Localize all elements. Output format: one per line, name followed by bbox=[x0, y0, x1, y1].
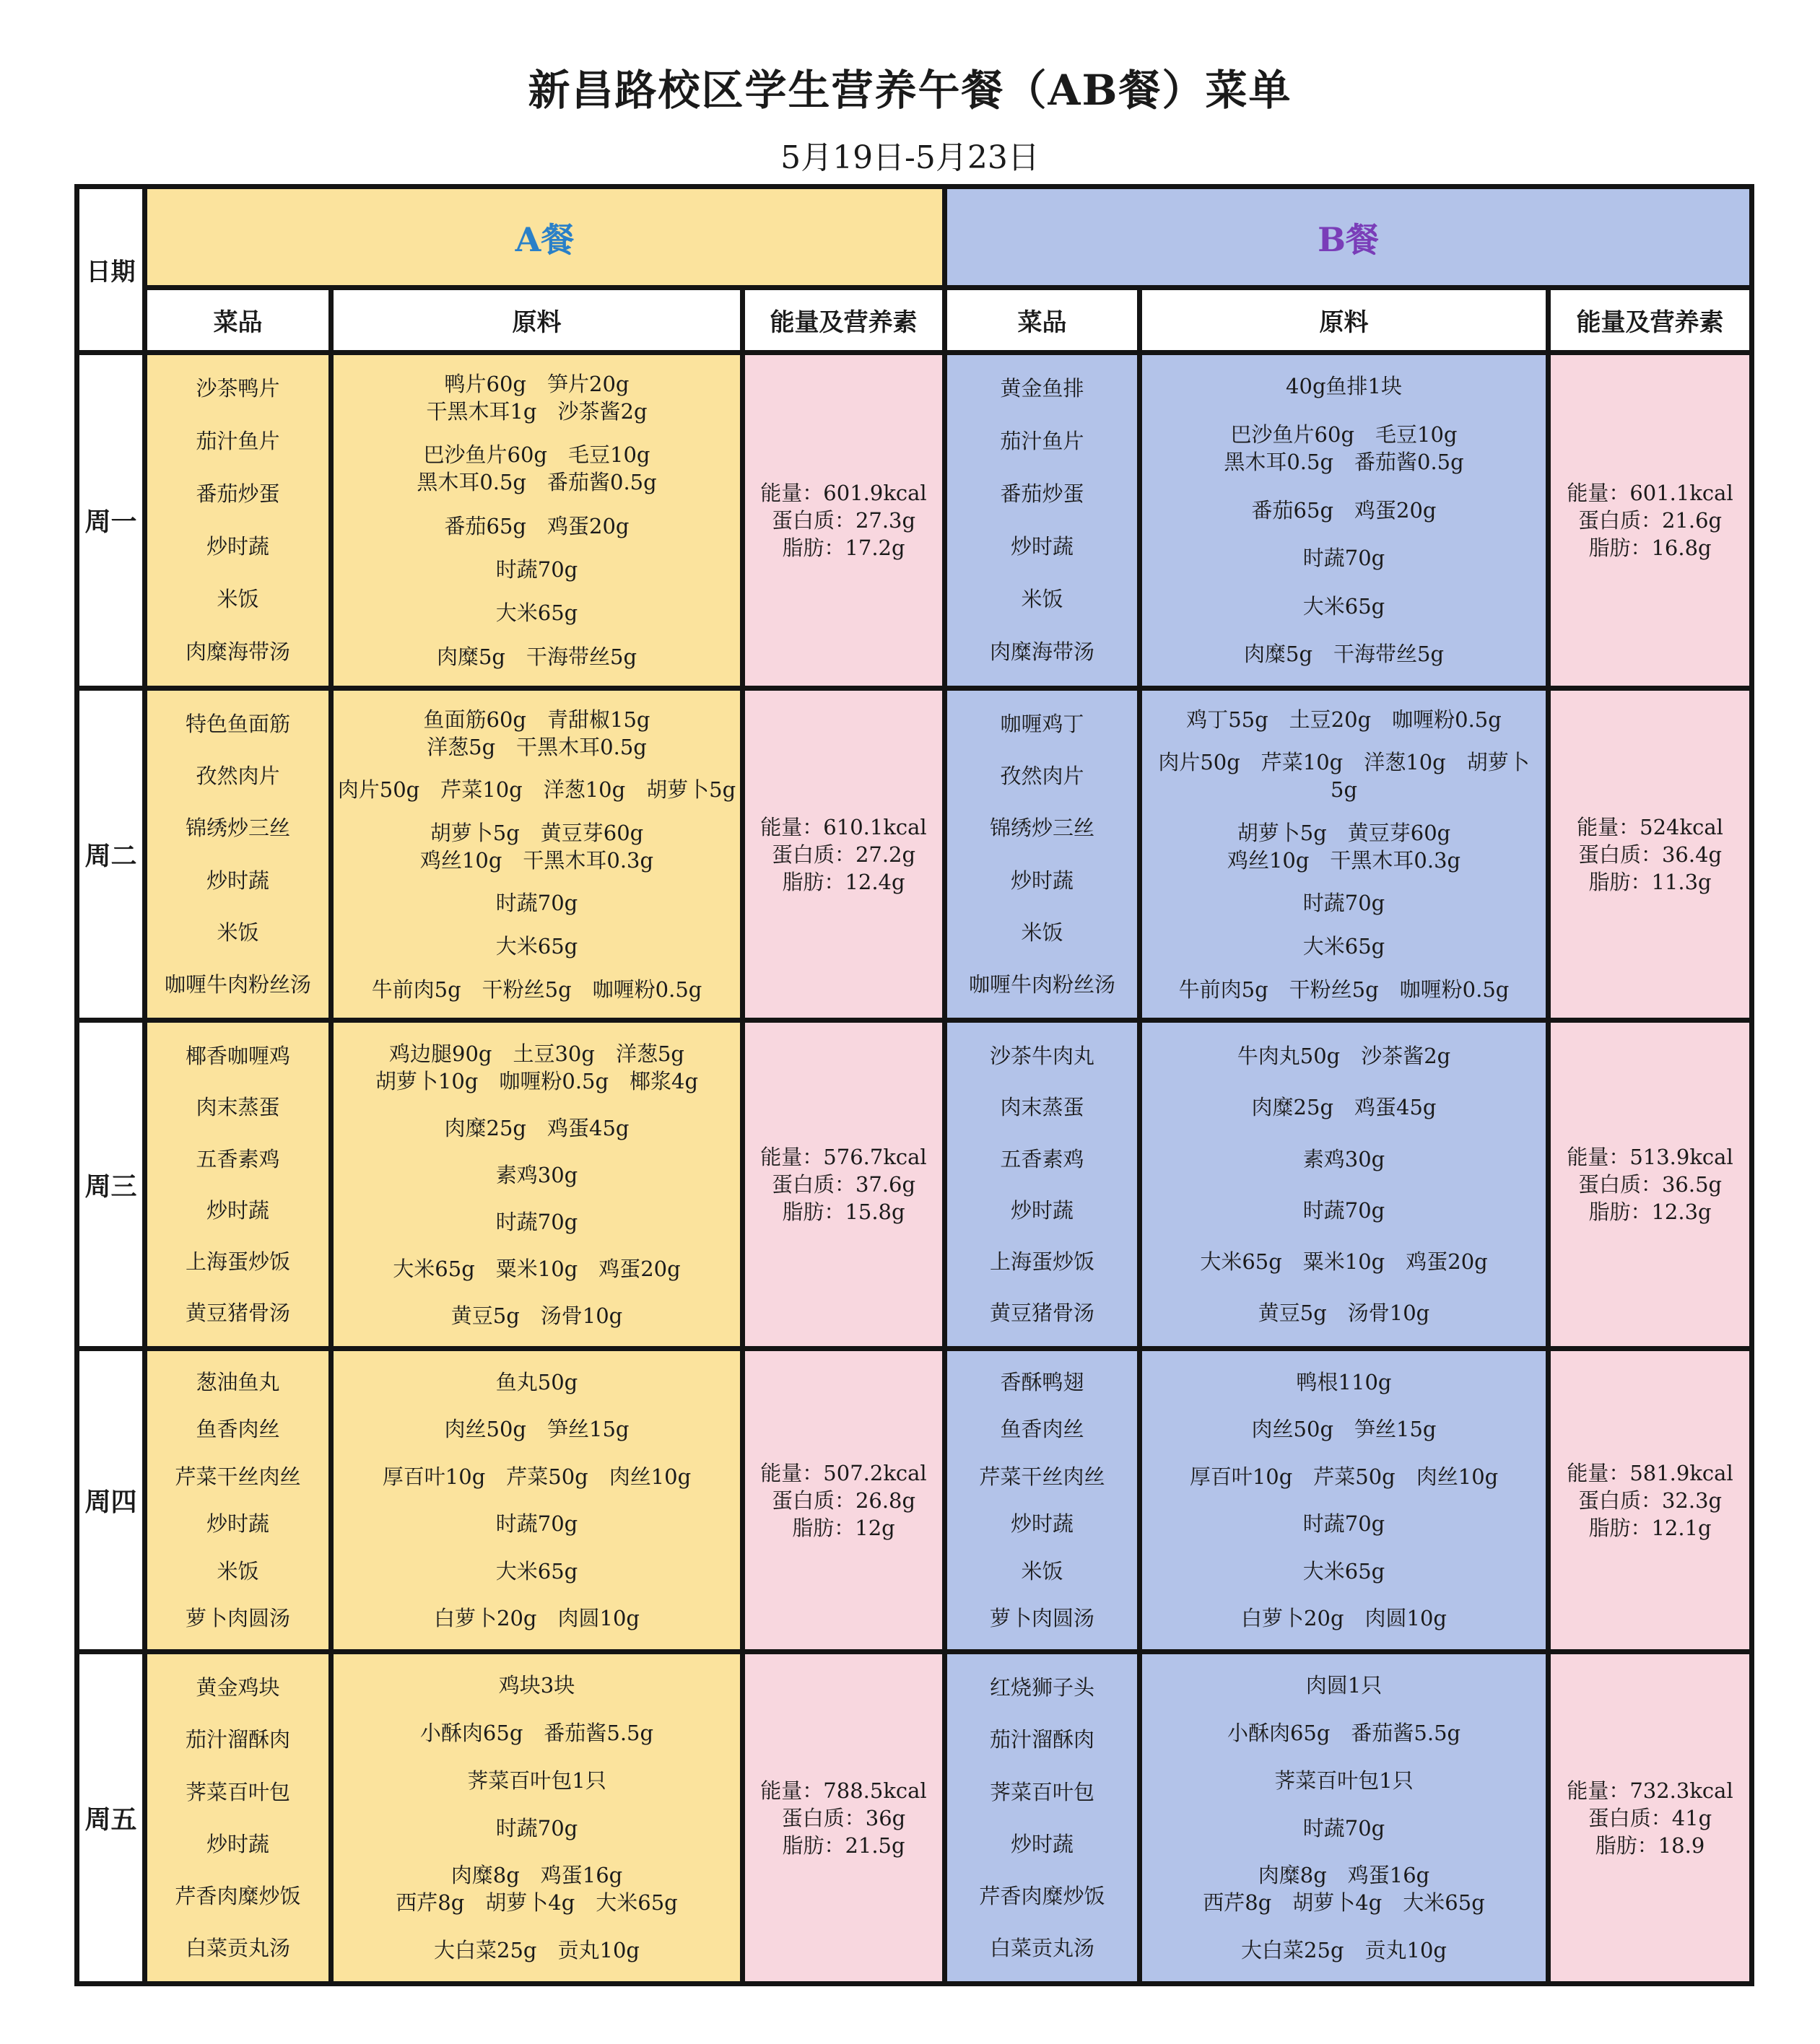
nutrition-value: 蛋白质：36.4g bbox=[1577, 842, 1723, 867]
nutrition-value: 能量：610.1kcal bbox=[760, 814, 927, 839]
ingredient-text: 牛前肉5g 干粉丝5g 咖喱粉0.5g bbox=[1178, 977, 1510, 1002]
nutrition-value: 脂肪：12.4g bbox=[782, 869, 905, 894]
table-row bbox=[77, 1652, 1752, 1984]
day-label: 周一 bbox=[77, 353, 145, 689]
ingredient-text: 荠菜百叶包1只 bbox=[467, 1768, 606, 1793]
meal-a-nutrition bbox=[743, 1021, 945, 1349]
dish-name: 黄金鸡块 bbox=[196, 1675, 280, 1700]
ingredient-text: 时蔬70g bbox=[1302, 546, 1385, 571]
ingredient-entry bbox=[336, 776, 737, 803]
meal-b-ingredients-list bbox=[1142, 691, 1546, 1018]
nutrition-value: 能量：732.3kcal bbox=[1567, 1778, 1733, 1803]
ingredient-text: 西芹8g 胡萝卜4g 大米65g bbox=[396, 1890, 678, 1916]
ingredient-entry bbox=[1145, 593, 1543, 620]
ingredient-text: 白萝卜20g 肉圆10g bbox=[1241, 1606, 1447, 1631]
dish-name: 特色鱼面筋 bbox=[185, 711, 290, 736]
ingredient-entry bbox=[1145, 1368, 1543, 1396]
dish-name: 肉糜海带汤 bbox=[185, 639, 290, 665]
ingredient-text: 巴沙鱼片60g 毛豆10g bbox=[423, 442, 650, 468]
dish-name: 黄金鱼排 bbox=[1000, 376, 1084, 401]
dish-name: 番茄炒蛋 bbox=[1000, 481, 1084, 507]
meal-a-nutrition bbox=[743, 1652, 945, 1984]
day-label: 周三 bbox=[77, 1021, 145, 1349]
nutrition-value: 脂肪：12.3g bbox=[1588, 1200, 1712, 1225]
nutrition-value: 能量：601.9kcal bbox=[760, 480, 927, 505]
ingredient-text: 黄豆5g 汤骨10g bbox=[450, 1303, 623, 1328]
nutrition-value: 脂肪：18.9 bbox=[1595, 1833, 1705, 1858]
ingredient-text: 时蔬70g bbox=[495, 1815, 578, 1840]
ingredient-entry bbox=[1145, 819, 1543, 874]
dish-name: 芹菜干丝肉丝 bbox=[175, 1464, 301, 1489]
ingredient-entry bbox=[336, 706, 737, 761]
meal-a-ingredients-list bbox=[334, 1351, 740, 1649]
ingredient-text: 大米65g bbox=[1302, 933, 1385, 958]
nutrition-value: 能量：581.9kcal bbox=[1567, 1460, 1733, 1485]
table-row bbox=[77, 688, 1752, 1021]
nutrition-value: 蛋白质：32.3g bbox=[1577, 1488, 1723, 1513]
dish-name: 孜然肉片 bbox=[196, 764, 280, 789]
ingredient-text: 干黑木耳1g 沙茶酱2g bbox=[426, 399, 648, 424]
dish-name: 番茄炒蛋 bbox=[196, 481, 280, 507]
lunch-menu-table bbox=[74, 184, 1754, 1986]
dish-name: 肉糜海带汤 bbox=[990, 639, 1095, 665]
ingredient-text: 胡萝卜5g 黄豆芽60g bbox=[430, 820, 644, 845]
ingredient-entry bbox=[1145, 1197, 1543, 1224]
dish-name: 茄汁溜酥肉 bbox=[185, 1727, 290, 1752]
meal-b-ingredients bbox=[1140, 688, 1549, 1021]
dish-name: 米饭 bbox=[1021, 1558, 1063, 1584]
ingredient-text: 厚百叶10g 芹菜50g 肉丝10g bbox=[382, 1464, 692, 1489]
ingredient-entry bbox=[1145, 1814, 1543, 1842]
dish-name: 鱼香肉丝 bbox=[196, 1417, 280, 1442]
dish-name: 炒时蔬 bbox=[206, 1831, 269, 1856]
meal-a-ingredients-list bbox=[334, 355, 740, 686]
ingredient-text: 肉糜5g 干海带丝5g bbox=[1244, 642, 1445, 667]
ingredient-text: 大米65g bbox=[495, 1558, 578, 1584]
dish-name: 肉末蒸蛋 bbox=[196, 1095, 280, 1120]
ingredient-entry bbox=[1145, 1719, 1543, 1747]
ingredient-entry bbox=[336, 1161, 737, 1189]
ingredient-text: 鱼面筋60g 青甜椒15g bbox=[423, 707, 650, 732]
ingredient-text: 肉糜25g 鸡蛋45g bbox=[444, 1115, 630, 1140]
ingredient-text: 荠菜百叶包1只 bbox=[1274, 1768, 1414, 1793]
ingredient-entry bbox=[336, 1510, 737, 1537]
ingredient-text: 肉片50g 芹菜10g 洋葱10g 胡萝卜5g bbox=[337, 777, 736, 803]
ingredient-entry bbox=[1145, 748, 1543, 803]
dish-name: 米饭 bbox=[1021, 920, 1063, 945]
dish-name: 白菜贡丸汤 bbox=[990, 1935, 1095, 1960]
ingredient-text: 大米65g bbox=[495, 600, 578, 626]
ingredient-text: 大白菜25g 贡丸10g bbox=[1241, 1938, 1447, 1963]
dish-name: 椰香咖喱鸡 bbox=[185, 1044, 290, 1069]
ingredient-text: 洋葱5g 干黑木耳0.5g bbox=[427, 734, 647, 759]
dish-name: 五香素鸡 bbox=[1000, 1146, 1084, 1171]
dish-name: 茄汁鱼片 bbox=[1000, 429, 1084, 454]
ingredients-header-a: 原料 bbox=[331, 288, 743, 353]
meal-a-ingredients-list bbox=[334, 691, 740, 1018]
dish-name: 芹菜干丝肉丝 bbox=[979, 1464, 1105, 1489]
ingredient-entry bbox=[336, 1255, 737, 1283]
ingredient-entry bbox=[1145, 706, 1543, 733]
ingredient-text: 肉糜8g 鸡蛋16g bbox=[1258, 1863, 1430, 1888]
meal-a-dishes bbox=[145, 1021, 331, 1349]
meal-a-dishes bbox=[145, 1652, 331, 1984]
meal-b-nutrition bbox=[1549, 1652, 1752, 1984]
ingredient-entry bbox=[1145, 640, 1543, 668]
dish-header-a: 菜品 bbox=[145, 288, 331, 353]
ingredient-text: 肉片50g 芹菜10g 洋葱10g 胡萝卜5g bbox=[1158, 750, 1530, 803]
ingredient-text: 鸡丝10g 干黑木耳0.3g bbox=[1227, 847, 1461, 873]
meal-b-dishes bbox=[945, 1652, 1140, 1984]
ingredient-entry bbox=[336, 889, 737, 917]
ingredient-entry bbox=[1145, 497, 1543, 524]
nutrition-header-b: 能量及营养素 bbox=[1549, 288, 1752, 353]
ingredient-text: 厚百叶10g 芹菜50g 肉丝10g bbox=[1189, 1464, 1499, 1489]
ingredient-entry bbox=[1145, 1248, 1543, 1275]
ingredient-entry bbox=[1145, 372, 1543, 400]
ingredient-text: 大米65g bbox=[495, 933, 578, 958]
ingredients-header-b: 原料 bbox=[1140, 288, 1549, 353]
meal-a-ingredients-list bbox=[334, 1023, 740, 1346]
ingredient-text: 大米65g 粟米10g 鸡蛋20g bbox=[1200, 1249, 1488, 1275]
meal-b-nutrition bbox=[1549, 1349, 1752, 1652]
ingredient-text: 时蔬70g bbox=[1302, 1815, 1385, 1840]
nutrition-value: 蛋白质：26.8g bbox=[771, 1488, 916, 1513]
ingredient-text: 肉丝50g 笋丝15g bbox=[1251, 1417, 1437, 1442]
ingredient-entry bbox=[1145, 1093, 1543, 1121]
ingredient-entry bbox=[1145, 1767, 1543, 1794]
meal-b-nutrition bbox=[1549, 1021, 1752, 1349]
ingredient-text: 番茄65g 鸡蛋20g bbox=[444, 513, 630, 538]
ingredient-text: 牛前肉5g 干粉丝5g 咖喱粉0.5g bbox=[371, 977, 702, 1002]
ingredient-entry bbox=[336, 441, 737, 496]
nutrition-value: 能量：513.9kcal bbox=[1567, 1145, 1733, 1170]
dish-name: 肉末蒸蛋 bbox=[1000, 1095, 1084, 1120]
dish-name: 咖喱牛肉粉丝汤 bbox=[164, 972, 311, 997]
ingredient-entry bbox=[1145, 1463, 1543, 1490]
meal-a-ingredients bbox=[331, 1021, 743, 1349]
meal-a-ingredients bbox=[331, 353, 743, 689]
ingredient-text: 肉圆1只 bbox=[1305, 1673, 1383, 1698]
dish-name: 芹香肉糜炒饭 bbox=[175, 1883, 301, 1908]
nutrition-value: 能量：601.1kcal bbox=[1567, 480, 1733, 505]
date-header: 日期 bbox=[77, 187, 145, 353]
ingredient-entry bbox=[336, 512, 737, 540]
meal-a-dishes bbox=[145, 688, 331, 1021]
ingredient-text: 番茄65g 鸡蛋20g bbox=[1251, 497, 1437, 523]
ingredient-text: 肉糜25g 鸡蛋45g bbox=[1251, 1095, 1437, 1120]
meal-b-ingredients bbox=[1140, 353, 1549, 689]
meal-a-dishes-list bbox=[147, 691, 328, 1018]
ingredient-text: 时蔬70g bbox=[495, 891, 578, 916]
ingredient-entry bbox=[1145, 889, 1543, 917]
dish-name: 白菜贡丸汤 bbox=[185, 1935, 290, 1960]
nutrition-value: 脂肪：16.8g bbox=[1588, 535, 1712, 560]
table-row bbox=[77, 1349, 1752, 1652]
ingredient-entry bbox=[1145, 421, 1543, 476]
nutrition-value: 脂肪：12g bbox=[792, 1515, 895, 1540]
dish-name: 芹香肉糜炒饭 bbox=[979, 1883, 1105, 1908]
ingredient-text: 鸡丁55g 土豆20g 咖喱粉0.5g bbox=[1186, 707, 1502, 732]
dish-name: 炒时蔬 bbox=[1011, 1511, 1074, 1537]
meal-a-dishes bbox=[145, 1349, 331, 1652]
ingredient-text: 西芹8g 胡萝卜4g 大米65g bbox=[1203, 1890, 1485, 1916]
meal-b-dishes bbox=[945, 1349, 1140, 1652]
meal-a-ingredients bbox=[331, 688, 743, 1021]
meal-a-ingredients bbox=[331, 1652, 743, 1984]
ingredient-text: 白萝卜20g 肉圆10g bbox=[434, 1606, 640, 1631]
meal-a-dishes-list bbox=[147, 355, 328, 686]
dish-name: 葱油鱼丸 bbox=[196, 1369, 280, 1394]
ingredient-entry bbox=[336, 1604, 737, 1632]
dish-name: 香酥鸭翅 bbox=[1000, 1369, 1084, 1394]
meal-b-ingredients-list bbox=[1142, 1351, 1546, 1649]
dish-name: 米饭 bbox=[1021, 587, 1063, 612]
ingredient-text: 时蔬70g bbox=[495, 1209, 578, 1234]
ingredient-entry bbox=[336, 1861, 737, 1916]
meal-b-ingredients bbox=[1140, 1349, 1549, 1652]
dish-name: 炒时蔬 bbox=[206, 1197, 269, 1223]
meal-b-dishes bbox=[945, 1021, 1140, 1349]
meal-b-header: B餐 bbox=[945, 187, 1752, 288]
meal-b-dishes bbox=[945, 688, 1140, 1021]
ingredient-entry bbox=[1145, 933, 1543, 960]
ingredient-text: 肉糜8g 鸡蛋16g bbox=[450, 1863, 623, 1888]
nutrition-value: 蛋白质：27.3g bbox=[771, 507, 916, 533]
meal-b-dishes bbox=[945, 353, 1140, 689]
meal-b-ingredients-list bbox=[1142, 1654, 1546, 1981]
meal-a-dishes bbox=[145, 353, 331, 689]
day-label: 周五 bbox=[77, 1652, 145, 1984]
ingredient-entry bbox=[336, 1672, 737, 1699]
dish-name: 锦绣炒三丝 bbox=[185, 816, 290, 841]
ingredient-entry bbox=[1145, 1299, 1543, 1327]
meal-b-ingredients-list bbox=[1142, 355, 1546, 686]
dish-name: 锦绣炒三丝 bbox=[990, 816, 1095, 841]
dish-name: 萝卜肉圆汤 bbox=[185, 1606, 290, 1631]
dish-name: 米饭 bbox=[217, 587, 259, 612]
nutrition-value: 蛋白质：36.5g bbox=[1577, 1172, 1723, 1197]
dish-name: 黄豆猪骨汤 bbox=[185, 1301, 290, 1326]
ingredient-entry bbox=[1145, 976, 1543, 1003]
nutrition-value: 蛋白质：37.6g bbox=[771, 1172, 916, 1197]
dish-name: 咖喱牛肉粉丝汤 bbox=[969, 972, 1116, 997]
ingredient-entry bbox=[1145, 1936, 1543, 1964]
dish-name: 孜然肉片 bbox=[1000, 764, 1084, 789]
ingredient-entry bbox=[336, 933, 737, 960]
nutrition-value: 蛋白质：36g bbox=[781, 1805, 906, 1830]
meal-a-ingredients-list bbox=[334, 1654, 740, 1981]
ingredient-entry bbox=[336, 643, 737, 671]
meal-a-dishes-list bbox=[147, 1023, 328, 1346]
ingredient-entry bbox=[336, 1463, 737, 1490]
dish-name: 炒时蔬 bbox=[206, 868, 269, 893]
ingredient-entry bbox=[336, 1208, 737, 1236]
nutrition-header-a: 能量及营养素 bbox=[743, 288, 945, 353]
dish-name: 红烧狮子头 bbox=[990, 1675, 1095, 1700]
meal-b-dishes-list bbox=[947, 355, 1137, 686]
meal-b-ingredients bbox=[1140, 1021, 1549, 1349]
ingredient-text: 鸭片60g 笋片20g bbox=[444, 372, 630, 397]
nutrition-value: 蛋白质：41g bbox=[1588, 1805, 1712, 1830]
ingredient-text: 胡萝卜10g 咖喱粉0.5g 椰浆4g bbox=[375, 1068, 699, 1093]
ingredient-entry bbox=[1145, 1415, 1543, 1443]
ingredient-text: 时蔬70g bbox=[1302, 1511, 1385, 1537]
meal-b-nutrition bbox=[1549, 353, 1752, 689]
nutrition-value: 脂肪：17.2g bbox=[782, 535, 905, 560]
ingredient-text: 大米65g bbox=[1302, 1558, 1385, 1584]
ingredient-text: 牛肉丸50g 沙茶酱2g bbox=[1237, 1044, 1451, 1069]
ingredient-text: 胡萝卜5g 黄豆芽60g bbox=[1237, 820, 1451, 845]
ingredient-entry bbox=[336, 976, 737, 1003]
table-row bbox=[77, 1021, 1752, 1349]
dish-name: 上海蛋炒饭 bbox=[185, 1249, 290, 1275]
nutrition-value: 能量：788.5kcal bbox=[760, 1778, 927, 1803]
ingredient-text: 鸡块3块 bbox=[498, 1673, 575, 1698]
nutrition-value: 脂肪：15.8g bbox=[782, 1200, 905, 1225]
date-range: 5月19日-5月23日 bbox=[780, 139, 1040, 176]
meal-b-ingredients-list bbox=[1142, 1023, 1546, 1346]
ingredient-text: 鸡边腿90g 土豆30g 洋葱5g bbox=[389, 1041, 684, 1066]
dish-name: 茄汁鱼片 bbox=[196, 429, 280, 454]
nutrition-value: 能量：507.2kcal bbox=[760, 1460, 927, 1485]
ingredient-entry bbox=[336, 370, 737, 425]
dish-name: 五香素鸡 bbox=[196, 1146, 280, 1171]
ingredient-text: 黑木耳0.5g 番茄酱0.5g bbox=[1224, 449, 1464, 474]
nutrition-value: 能量：524kcal bbox=[1577, 814, 1723, 839]
ingredient-entry bbox=[1145, 1604, 1543, 1632]
meal-a-dishes-list bbox=[147, 1351, 328, 1649]
dish-name: 炒时蔬 bbox=[206, 1511, 269, 1537]
ingredient-entry bbox=[1145, 1672, 1543, 1699]
meal-a-ingredients bbox=[331, 1349, 743, 1652]
ingredient-entry bbox=[336, 819, 737, 874]
ingredient-text: 鸭根110g bbox=[1296, 1369, 1392, 1394]
meal-a-nutrition bbox=[743, 688, 945, 1021]
ingredient-text: 时蔬70g bbox=[495, 556, 578, 582]
ingredient-text: 时蔬70g bbox=[1302, 1197, 1385, 1223]
dish-name: 炒时蔬 bbox=[1011, 1831, 1074, 1856]
ingredient-text: 黄豆5g 汤骨10g bbox=[1258, 1301, 1430, 1326]
ingredient-text: 鱼丸50g bbox=[495, 1369, 578, 1394]
dish-name: 荠菜百叶包 bbox=[185, 1779, 290, 1804]
ingredient-entry bbox=[336, 599, 737, 626]
page-title: 新昌路校区学生营养午餐（AB餐）菜单 bbox=[528, 66, 1292, 115]
dish-name: 炒时蔬 bbox=[1011, 1197, 1074, 1223]
ingredient-entry bbox=[336, 1719, 737, 1747]
dish-name: 荠菜百叶包 bbox=[990, 1779, 1095, 1804]
ingredient-text: 大白菜25g 贡丸10g bbox=[434, 1938, 640, 1963]
ingredient-entry bbox=[1145, 544, 1543, 572]
ingredient-entry bbox=[336, 1936, 737, 1964]
ingredient-text: 肉糜5g 干海带丝5g bbox=[436, 644, 637, 669]
day-label: 周四 bbox=[77, 1349, 145, 1652]
ingredient-text: 时蔬70g bbox=[1302, 891, 1385, 916]
ingredient-text: 肉丝50g 笋丝15g bbox=[444, 1417, 630, 1442]
ingredient-entry bbox=[336, 1302, 737, 1329]
dish-name: 炒时蔬 bbox=[1011, 868, 1074, 893]
ingredient-text: 素鸡30g bbox=[495, 1162, 578, 1187]
nutrition-value: 蛋白质：21.6g bbox=[1577, 507, 1723, 533]
ingredient-text: 大米65g 粟米10g 鸡蛋20g bbox=[393, 1256, 681, 1281]
ingredient-text: 小酥肉65g 番茄酱5.5g bbox=[419, 1720, 654, 1745]
ingredient-entry bbox=[1145, 1558, 1543, 1585]
ingredient-entry bbox=[336, 1415, 737, 1443]
ingredient-entry bbox=[336, 1767, 737, 1794]
ingredient-entry bbox=[336, 1558, 737, 1585]
ingredient-text: 素鸡30g bbox=[1302, 1146, 1385, 1171]
dish-name: 萝卜肉圆汤 bbox=[990, 1606, 1095, 1631]
dish-name: 米饭 bbox=[217, 920, 259, 945]
ingredient-text: 时蔬70g bbox=[495, 1511, 578, 1537]
nutrition-value: 脂肪：21.5g bbox=[782, 1833, 905, 1858]
ingredient-entry bbox=[1145, 1861, 1543, 1916]
dish-header-b: 菜品 bbox=[945, 288, 1140, 353]
ingredient-entry bbox=[336, 1040, 737, 1095]
meal-b-dishes-list bbox=[947, 691, 1137, 1018]
ingredient-entry bbox=[336, 556, 737, 583]
nutrition-value: 蛋白质：27.2g bbox=[771, 842, 916, 867]
day-label: 周二 bbox=[77, 688, 145, 1021]
dish-name: 鱼香肉丝 bbox=[1000, 1417, 1084, 1442]
ingredient-entry bbox=[336, 1114, 737, 1142]
meal-b-dishes-list bbox=[947, 1023, 1137, 1346]
meal-a-dishes-list bbox=[147, 1654, 328, 1981]
dish-name: 沙茶牛肉丸 bbox=[990, 1044, 1095, 1069]
ingredient-text: 40g鱼排1块 bbox=[1286, 374, 1402, 399]
meal-a-nutrition bbox=[743, 1349, 945, 1652]
dish-name: 米饭 bbox=[217, 1558, 259, 1584]
ingredient-text: 小酥肉65g 番茄酱5.5g bbox=[1227, 1720, 1461, 1745]
ingredient-entry bbox=[336, 1368, 737, 1396]
meal-b-dishes-list bbox=[947, 1351, 1137, 1649]
ingredient-text: 巴沙鱼片60g 毛豆10g bbox=[1230, 422, 1458, 447]
meal-a-nutrition bbox=[743, 353, 945, 689]
meal-a-header: A餐 bbox=[145, 187, 945, 288]
meal-b-ingredients bbox=[1140, 1652, 1549, 1984]
table-row bbox=[77, 353, 1752, 689]
dish-name: 上海蛋炒饭 bbox=[990, 1249, 1095, 1275]
nutrition-value: 脂肪：11.3g bbox=[1588, 869, 1712, 894]
nutrition-value: 脂肪：12.1g bbox=[1588, 1515, 1712, 1540]
ingredient-entry bbox=[1145, 1042, 1543, 1070]
meal-b-dishes-list bbox=[947, 1654, 1137, 1981]
ingredient-text: 大米65g bbox=[1302, 593, 1385, 619]
dish-name: 茄汁溜酥肉 bbox=[990, 1727, 1095, 1752]
ingredient-text: 鸡丝10g 干黑木耳0.3g bbox=[419, 847, 654, 873]
dish-name: 咖喱鸡丁 bbox=[1000, 711, 1084, 736]
dish-name: 黄豆猪骨汤 bbox=[990, 1301, 1095, 1326]
ingredient-text: 黑木耳0.5g 番茄酱0.5g bbox=[417, 470, 657, 495]
meal-b-nutrition bbox=[1549, 688, 1752, 1021]
dish-name: 沙茶鸭片 bbox=[196, 376, 280, 401]
dish-name: 炒时蔬 bbox=[1011, 534, 1074, 559]
ingredient-entry bbox=[336, 1814, 737, 1842]
nutrition-value: 能量：576.7kcal bbox=[760, 1145, 927, 1170]
ingredient-entry bbox=[1145, 1510, 1543, 1537]
ingredient-entry bbox=[1145, 1145, 1543, 1173]
dish-name: 炒时蔬 bbox=[206, 534, 269, 559]
